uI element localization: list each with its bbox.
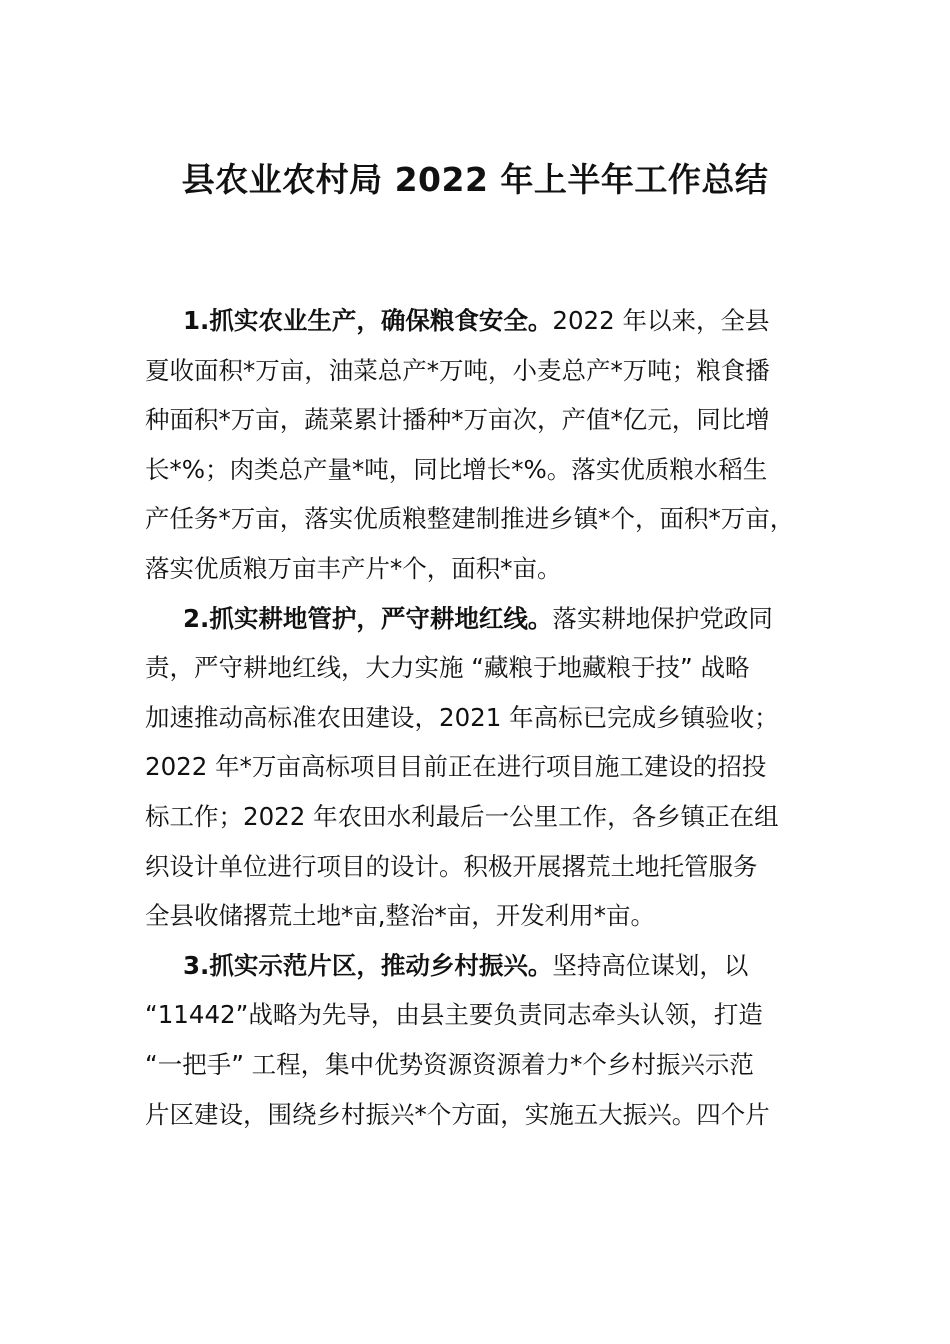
paragraph-2-first-line <box>145 594 821 644</box>
paragraph-3-heading: 3.抓实示范片区，推动乡村振兴。 <box>183 950 553 980</box>
paragraph-2-line-4: 2022 年*万亩高标项目目前正在进行项目施工建设的招投 <box>145 752 767 782</box>
paragraph-2-line-2: 责，严守耕地红线，大力实施 “藏粮于地藏粮于技” 战略 <box>145 653 750 683</box>
paragraph-1-line-5: 产任务*万亩，落实优质粮整建制推进乡镇*个，面积*万亩， <box>145 504 795 534</box>
paragraph-3-first-line <box>145 941 821 991</box>
paragraph-3-line-2: “11442”战略为先导，由县主要负责同志牵头认领，打造 <box>145 1000 763 1030</box>
paragraph-2-line-5: 标工作；2022 年农田水利最后一公里工作，各乡镇正在组 <box>145 801 779 831</box>
paragraph-1-first-line <box>145 296 821 346</box>
document-title: 县农业农村局 2022 年上半年工作总结 <box>181 160 769 199</box>
paragraph-1-line-4: 长*%；肉类总产量*吨，同比增长*%。落实优质粮水稻生 <box>145 454 768 484</box>
paragraph-2-line-3: 加速推动高标准农田建设，2021 年高标已完成乡镇验收； <box>145 702 779 732</box>
paragraph-2-heading: 2.抓实耕地管护，严守耕地红线。 <box>183 603 553 633</box>
paragraph-2 <box>145 594 821 941</box>
paragraph-3 <box>145 941 821 1139</box>
paragraph-3-line-3: “一把手” 工程，集中优势资源资源着力*个乡村振兴示范 <box>145 1049 754 1079</box>
paragraph-1 <box>145 296 821 594</box>
paragraph-3-line-4: 片区建设，围绕乡村振兴*个方面，实施五大振兴。四个片 <box>145 1099 770 1129</box>
paragraph-1-line-2: 夏收面积*万亩，油菜总产*万吨，小麦总产*万吨；粮食播 <box>145 355 770 385</box>
paragraph-1-heading: 1.抓实农业生产，确保粮食安全。 <box>183 306 553 335</box>
paragraph-1-line-1: 2022 年以来，全县 <box>552 306 770 335</box>
paragraph-2-line-6: 织设计单位进行项目的设计。积极开展撂荒土地托管服务 <box>145 851 758 881</box>
paragraph-1-line-3: 种面积*万亩，蔬菜累计播种*万亩次，产值*亿元，同比增 <box>145 405 770 435</box>
paragraph-3-line-1: 坚持高位谋划，以 <box>552 950 749 980</box>
paragraph-2-line-1: 落实耕地保护党政同 <box>552 603 773 633</box>
paragraph-1-line-6: 落实优质粮万亩丰产片*个，面积*亩。 <box>145 553 562 583</box>
paragraph-2-line-7: 全县收储撂荒土地*亩,整治*亩，开发利用*亩。 <box>145 901 656 931</box>
document-body <box>145 296 821 1139</box>
